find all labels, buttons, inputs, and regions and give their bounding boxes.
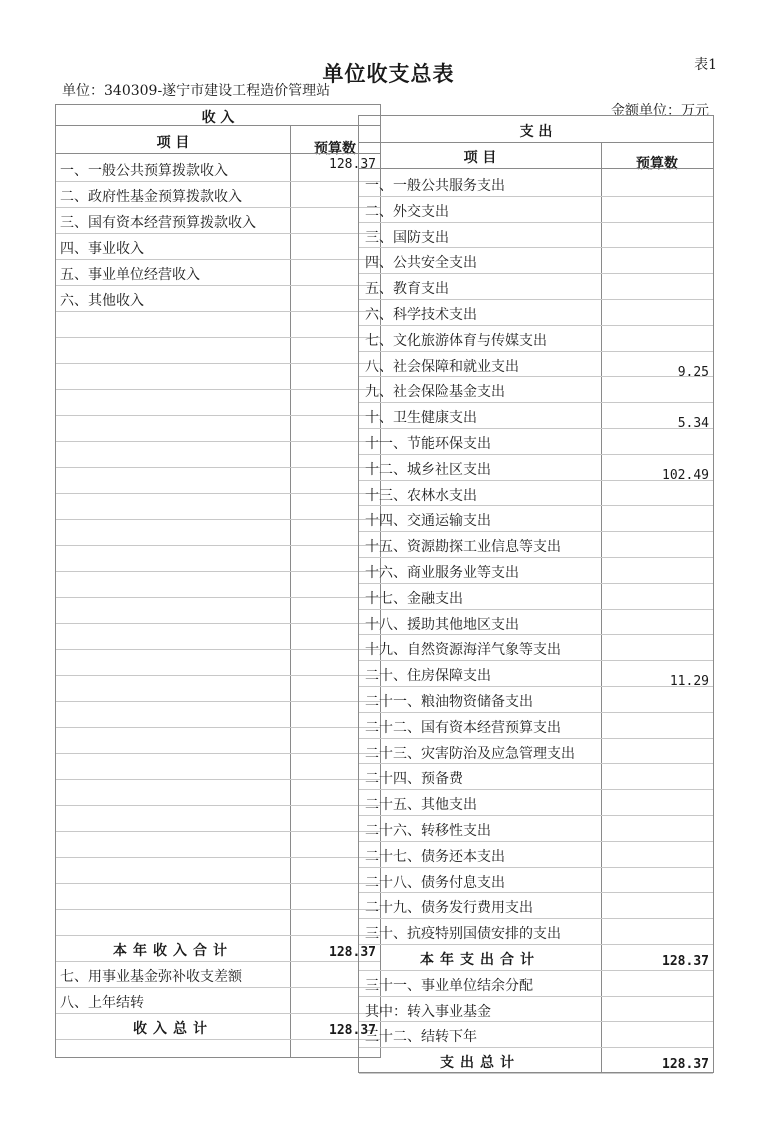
- table-row: [56, 753, 380, 779]
- table-row: [359, 170, 713, 196]
- table-row: [56, 727, 380, 753]
- row-label: 二、政府性基金预算拨款收入: [60, 189, 242, 205]
- table-row: [56, 883, 380, 909]
- row-label: 二十一、粮油物资储备支出: [365, 694, 533, 710]
- row-label: 二十五、其他支出: [365, 797, 477, 814]
- table-row: [359, 892, 713, 918]
- row-amount: 128.37: [329, 157, 376, 172]
- table-row: [359, 996, 713, 1022]
- row-label: 五、事业单位经营收入: [60, 267, 200, 283]
- expense-caption: 支 出: [519, 124, 553, 140]
- table-row: [359, 660, 713, 690]
- row-label: 三十一、事业单位结余分配: [365, 977, 533, 994]
- row-amount: 9.25: [677, 364, 709, 380]
- table-row: [56, 181, 380, 207]
- table-row: [359, 428, 713, 454]
- page-title: 单位收支总表: [322, 61, 455, 86]
- table-row: [56, 519, 380, 545]
- row-label: 其中：转入事业基金: [365, 1003, 491, 1020]
- table-row: [56, 545, 380, 571]
- row-label: 二十三、灾害防治及应急管理支出: [365, 745, 575, 762]
- row-label: 二十四、预备费: [365, 771, 463, 788]
- table-row: [359, 841, 713, 867]
- table-row: [359, 789, 713, 815]
- table-row: [56, 233, 380, 259]
- table-row: [56, 675, 380, 701]
- table-row: [56, 623, 380, 649]
- table-row: [359, 970, 713, 996]
- table-row: [359, 454, 713, 483]
- table-row: [56, 987, 380, 1013]
- row-amount: 102.49: [662, 467, 709, 483]
- table-row: [56, 805, 380, 831]
- table-row: [359, 583, 713, 609]
- table-row: [359, 325, 713, 351]
- income-caption: 收 入: [201, 110, 235, 126]
- table-row: [56, 467, 380, 493]
- table-row: [56, 337, 380, 363]
- table-row: [56, 207, 380, 233]
- table-row: [359, 763, 713, 789]
- table-row: [56, 363, 380, 389]
- table-row: [56, 701, 380, 727]
- row-amount: 5.34: [677, 416, 709, 432]
- row-label: 三、国防支出: [365, 229, 449, 246]
- table-row: [56, 389, 380, 415]
- row-label: 六、其他收入: [60, 293, 144, 309]
- row-label: 二十六、转移性支出: [365, 823, 491, 839]
- expense-panel: [358, 115, 714, 1073]
- row-label: 二、外交支出: [365, 203, 449, 220]
- table-row: [56, 597, 380, 623]
- total-row: [56, 935, 380, 961]
- total-label: 本年收入合计: [113, 943, 233, 959]
- table-row: [56, 779, 380, 805]
- row-label: 三十、抗疫特别国债安排的支出: [365, 926, 561, 943]
- row-label: 二十、住房保障支出: [365, 668, 491, 685]
- row-label: 二十七、债务还本支出: [365, 848, 505, 865]
- row-label: 十一、节能环保支出: [365, 436, 491, 452]
- table-row: [56, 259, 380, 285]
- table-row: [359, 867, 713, 893]
- table-row: [359, 634, 713, 660]
- row-label: 三十二、结转下年: [365, 1029, 477, 1046]
- table-number: 表1: [694, 57, 717, 73]
- table-row: [359, 505, 713, 531]
- row-label: 八、社会保障和就业支出: [365, 358, 519, 375]
- total-row: [359, 1047, 713, 1073]
- table-row: [359, 376, 713, 402]
- total-row: [56, 1013, 380, 1039]
- row-label: 八、上年结转: [60, 995, 144, 1011]
- table-row: [359, 918, 713, 944]
- table-row: [359, 531, 713, 557]
- table-row: [359, 273, 713, 299]
- table-row: [359, 1021, 713, 1047]
- table-row: [359, 247, 713, 273]
- table-row: [56, 311, 380, 337]
- table-row: [56, 285, 380, 311]
- row-label: 十二、城乡社区支出: [365, 461, 491, 478]
- table-row: [56, 415, 380, 441]
- row-label: 二十九、债务发行费用支出: [365, 900, 533, 917]
- table-row: [359, 815, 713, 841]
- table-row: [359, 686, 713, 712]
- income-item-header: 项 目: [156, 135, 190, 151]
- row-amount: 128.37: [662, 1057, 709, 1073]
- row-amount: 11.29: [669, 674, 709, 690]
- income-budget-header: 预算数: [314, 141, 356, 157]
- total-label: 收入总计: [133, 1021, 213, 1037]
- table-row: [359, 351, 713, 380]
- row-label: 十五、资源勘探工业信息等支出: [365, 539, 561, 556]
- row-label: 七、用事业基金弥补收支差额: [60, 969, 242, 985]
- table-row: [359, 299, 713, 325]
- table-row: [359, 196, 713, 222]
- total-label: 本年支出合计: [420, 952, 540, 968]
- row-label: 十七、金融支出: [365, 590, 463, 607]
- total-label: 支出总计: [440, 1055, 520, 1072]
- row-label: 三、国有资本经营预算拨款收入: [60, 215, 256, 231]
- table-row: [56, 909, 380, 935]
- table-row: [56, 155, 380, 181]
- table-row: [56, 831, 380, 857]
- table-row: [359, 480, 713, 506]
- row-label: 九、社会保险基金支出: [365, 384, 505, 401]
- row-label: 七、文化旅游体育与传媒支出: [365, 332, 547, 349]
- row-label: 十九、自然资源海洋气象等支出: [365, 642, 561, 659]
- table-row: [359, 609, 713, 635]
- row-label: 一、一般公共预算拨款收入: [60, 163, 228, 179]
- row-label: 十八、援助其他地区支出: [365, 616, 519, 633]
- expense-budget-header: 预算数: [636, 156, 678, 172]
- amount-unit-label: 金额单位：万元: [611, 103, 709, 119]
- expense-item-header: 项 目: [463, 150, 497, 166]
- table-row: [56, 441, 380, 467]
- table-row: [359, 402, 713, 432]
- row-amount: 128.37: [329, 1023, 376, 1038]
- row-label: 二十二、国有资本经营预算支出: [365, 719, 561, 736]
- table-row: [359, 222, 713, 248]
- row-label: 一、一般公共服务支出: [365, 178, 505, 194]
- table-row: [56, 493, 380, 519]
- table-row: [359, 712, 713, 738]
- unit-line: 单位：340309-遂宁市建设工程造价管理站: [62, 83, 331, 99]
- row-label: 五、教育支出: [365, 281, 449, 298]
- row-label: 十三、农林水支出: [365, 487, 477, 504]
- table-row: [56, 857, 380, 883]
- table-row: [359, 738, 713, 764]
- row-label: 十、卫生健康支出: [365, 410, 477, 427]
- income-panel: [55, 104, 381, 1058]
- table-row: [359, 557, 713, 583]
- table-row: [56, 961, 380, 987]
- row-label: 六、科学技术支出: [365, 307, 477, 323]
- row-label: 十四、交通运输支出: [365, 513, 491, 530]
- total-row: [359, 944, 713, 970]
- row-amount: 128.37: [329, 945, 376, 960]
- row-amount: 128.37: [662, 954, 709, 969]
- row-label: 四、事业收入: [60, 241, 144, 257]
- table-row: [56, 649, 380, 675]
- row-label: 二十八、债务付息支出: [365, 874, 505, 891]
- table-row: [56, 571, 380, 597]
- row-label: 四、公共安全支出: [365, 255, 477, 272]
- row-label: 十六、商业服务业等支出: [365, 565, 519, 581]
